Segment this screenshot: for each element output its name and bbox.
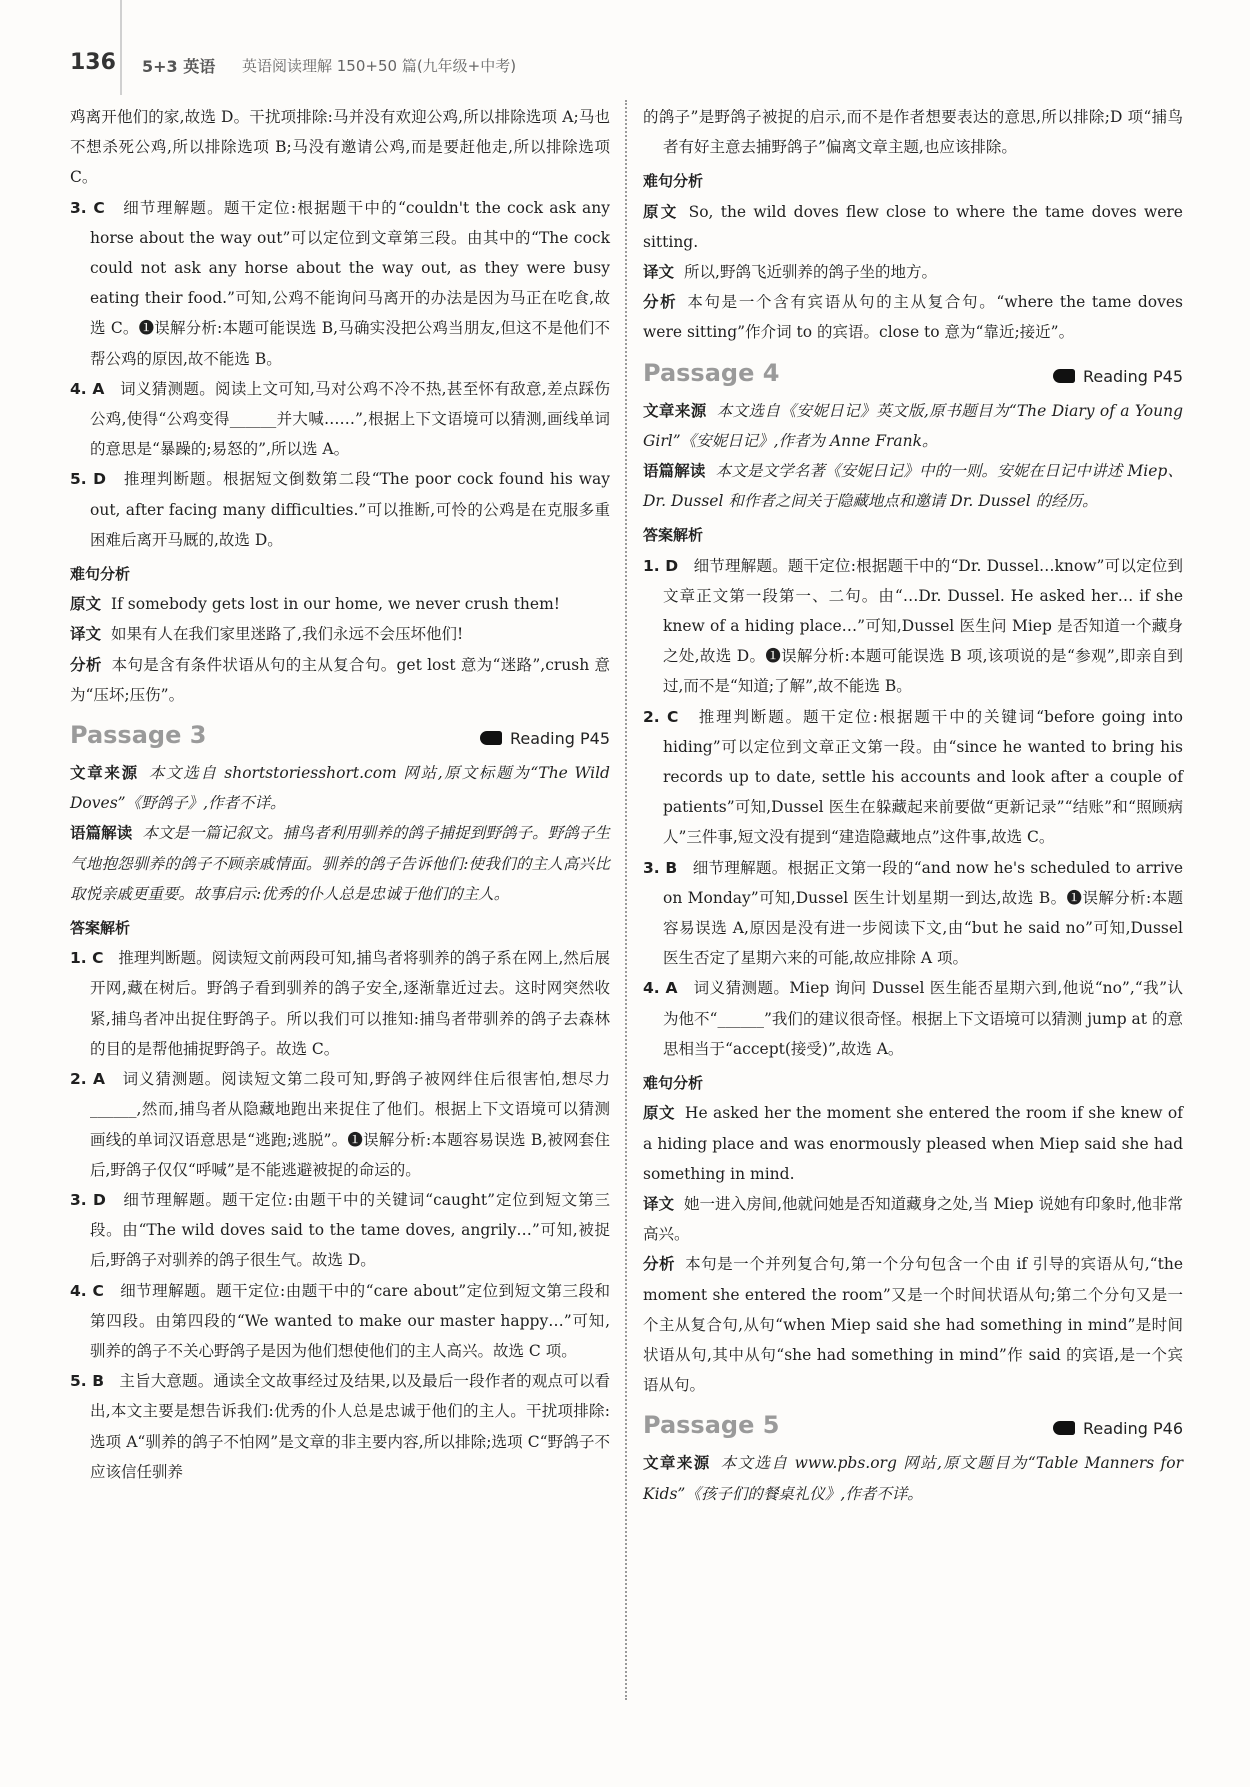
label-source: 文章来源 <box>70 764 139 783</box>
p4-answer-3 <box>643 853 1183 974</box>
answer-number: 4. C <box>70 1281 104 1300</box>
analysis <box>70 650 610 710</box>
original-sentence <box>643 1098 1183 1189</box>
brand-title: 5+3 英语 <box>142 57 216 76</box>
p4-answer-4 <box>643 973 1183 1064</box>
answer-number: 4. A <box>643 979 678 998</box>
analysis-text: 本句是含有条件状语从句的主从复合句。get lost 意为“迷路”,crush 意为“压坏;压伤”。 <box>70 655 610 704</box>
answer-number: 3. B <box>643 858 678 877</box>
label-translation: 译文 <box>70 625 102 644</box>
difficult-sentence-heading-2: 难句分析 <box>643 1074 704 1093</box>
pointing-hand-icon <box>1053 369 1075 383</box>
answer-analysis-heading: 答案解析 <box>70 919 131 938</box>
answer-number: 1. C <box>70 949 104 968</box>
page-header <box>70 50 1180 90</box>
difficult-sentence-heading: 难句分析 <box>643 172 704 191</box>
answer-text: 细节理解题。题干定位:由题干中的关键词“caught”定位到短文第三段。由“The wild doves said to the tame doves, angrily…”可知,被捉后,野鸽子对驯养的鸽子很生气。故选 D。 <box>90 1190 610 1270</box>
answer-text: 细节理解题。题干定位:由题干中的“care about”定位到短文第三段和第四段。由第四段的“We wanted to make our master happy…”可知,驯养的鸽子不关心野鸽子是因为他们想使他们的主人高兴。故选 C 项。 <box>90 1281 611 1360</box>
difficult-sentence-heading: 难句分析 <box>70 565 131 584</box>
answer-5 <box>70 464 610 555</box>
source-text: 本文选自 www.pbs.org 网站,原文题目为“Table Manners for Kids”《孩子们的餐桌礼仪》,作者不详。 <box>643 1454 1183 1503</box>
discourse-reading <box>70 818 610 909</box>
label-reading: 语篇解读 <box>70 824 133 843</box>
reading-text: 本文是一篇记叙文。捕鸟者利用驯养的鸽子捕捉到野鸽子。野鸽子生气地抱怨驯养的鸽子不顾亲戚情面。驯养的鸽子告诉他们:使我们的主人高兴比取悦亲戚更重要。故事启示:优秀的仆人总是忠诚于他们的主人。 <box>70 824 610 903</box>
answer-text: 的鸽子”是野鸽子被捉的启示,而不是作者想要表达的意思,所以排除;D 项“捕鸟者有好主意去捕野鸽子”偏离文章主题,也应该排除。 <box>643 108 1183 157</box>
label-translation: 译文 <box>643 263 675 282</box>
original-text: He asked her the moment she entered the room if she knew of a hiding place and was enormously pleased when Miep said she had something in mind. <box>643 1104 1183 1183</box>
answer-3 <box>70 193 610 374</box>
answer-text: 推理判断题。题干定位:根据题干中的关键词“before going into hiding”可以定位到文章正文第一段。由“since he wanted to bring his records up to date, settle his accounts and look after a couple of patients”可知,Dussel 医生在躲藏起来前要做“更新记录”“结账”和“照顾病人”三件事,短文没有提到“建造隐藏地点”这件事,故选 C。 <box>663 707 1183 847</box>
answer-4 <box>70 374 610 465</box>
original-sentence <box>70 589 610 619</box>
passage-title: Passage 5 <box>643 1411 780 1440</box>
passage-title: Passage 4 <box>643 358 780 387</box>
p3-answer-2 <box>70 1064 610 1185</box>
reading-reference <box>1053 1414 1183 1444</box>
label-analysis: 分析 <box>643 1255 676 1274</box>
label-original: 原文 <box>70 595 102 614</box>
p3-answer-4 <box>70 1276 610 1367</box>
source <box>70 758 610 818</box>
answer-text: 词义猜测题。Miep 询问 Dussel 医生能否星期六到,他说“no”,“我”认为他不“______”我们的建议很奇怪。根据上下文语境可以猜测 jump at 的意思相当于“accept(接受)”,故选 A。 <box>663 979 1183 1058</box>
answer-text: 推理判断题。根据短文倒数第二段“The poor cock found his way out, after facing many difficulties.”可以推断,可怜的公鸡是在克服多重困难后离开马厩的,故选 D。 <box>90 470 611 549</box>
p3-answer-5 <box>70 1366 610 1487</box>
translation <box>70 619 610 649</box>
source-text: 本文选自 shortstoriesshort.com 网站,原文标题为“The Wild Doves”《野鸽子》,作者不详。 <box>70 764 610 813</box>
answer-number: 3. D <box>70 1190 106 1209</box>
answer-text: 词义猜测题。阅读上文可知,马对公鸡不冷不热,甚至怀有敌意,差点踩伤公鸡,使得“公鸡变得______并大喊……”,根据上下文语境可以猜测,画线单词的意思是“暴躁的;易怒的”,所以选 A。 <box>90 379 610 459</box>
answer-number: 2. C <box>643 707 679 726</box>
label-analysis: 分析 <box>70 655 102 674</box>
original-sentence <box>643 197 1183 257</box>
answer-text: 细节理解题。根据正文第一段的“and now he's scheduled to arrive on Monday”可知,Dussel 医生计划星期一到达,故选 B。❶误解分析:本题容易误选 A,原因是没有进一步阅读下文,由“but he said no”可知,Dussel 医生否定了星期六来的可能,故应排除 A 项。 <box>663 858 1184 968</box>
analysis-text: 本句是一个含有宾语从句的主从复合句。“where the tame doves were sitting”作介词 to 的宾语。close to 意为“靠近;接近”。 <box>643 293 1183 342</box>
reading-text: 本文是文学名著《安妮日记》中的一则。安妮在日记中讲述 Miep、Dr. Dussel 和作者之间关于隐藏地点和邀请 Dr. Dussel 的经历。 <box>643 462 1183 511</box>
answer-number: 4. A <box>70 379 105 398</box>
answer-text: 细节理解题。题干定位:根据题干中的“couldn't the cock ask any horse about the way out”可以定位到文章第三段。由其中的“The cock could not ask any horse about the way out, as they were busy eating their food.”可知,公鸡不能询问马离开的办法是因为马正在吃食,故选 C。❶误解分析:本题可能误选 B,马确实没把公鸡当朋友,但这不是他们不帮公鸡的原因,故不能选 B。 <box>90 198 611 368</box>
translation-text: 如果有人在我们家里迷路了,我们永远不会压坏他们! <box>111 625 464 644</box>
left-column <box>70 102 610 1487</box>
answer-number: 2. A <box>70 1070 105 1089</box>
source <box>643 1448 1183 1508</box>
column-divider <box>625 100 627 1700</box>
answer-number: 5. D <box>70 470 106 489</box>
pointing-hand-icon <box>1053 1421 1075 1435</box>
label-source: 文章来源 <box>643 1454 711 1473</box>
label-source: 文章来源 <box>643 401 707 420</box>
p4-answer-1 <box>643 551 1183 702</box>
page-number: 136 <box>70 50 116 75</box>
label-original: 原文 <box>643 202 679 221</box>
reading-page: Reading P46 <box>1082 1419 1183 1439</box>
source <box>643 396 1183 456</box>
answer-text: 细节理解题。题干定位:根据题干中的“Dr. Dussel…know”可以定位到文章正文第一段第一、二句。由“…Dr. Dussel. He asked her… if she knew of a hiding place…”可知,Dussel 医生问 Miep 是否知道一个藏身之处,故选 D。❶误解分析:本题可能误选 B 项,该项说的是“参观”,即亲自到过,而不是“知道;了解”,故不能选 B。 <box>663 556 1184 696</box>
analysis <box>643 1249 1183 1400</box>
passage-title: Passage 3 <box>70 721 207 750</box>
p4-answer-2 <box>643 702 1183 853</box>
original-text: So, the wild doves flew close to where the tame doves were sitting. <box>643 202 1183 251</box>
reading-reference <box>480 724 610 754</box>
passage-5-heading <box>643 1408 1183 1448</box>
original-text: If somebody gets lost in our home, we never crush them! <box>111 595 561 614</box>
p3-answer-1 <box>70 943 610 1064</box>
reading-page: Reading P45 <box>509 729 610 749</box>
passage-4-heading <box>643 356 1183 396</box>
label-translation: 译文 <box>643 1194 675 1213</box>
analysis <box>643 287 1183 347</box>
reading-page: Reading P45 <box>1082 366 1183 386</box>
answer-number: 1. D <box>643 556 679 575</box>
translation-text: 她一进入房间,他就问她是否知道藏身之处,当 Miep 说她有印象时,他非常高兴。 <box>643 1194 1183 1244</box>
source-text: 本文选自《安妮日记》英文版,原书题目为“The Diary of a Young Girl”《安妮日记》,作者为 Anne Frank。 <box>643 401 1183 450</box>
translation <box>643 257 1183 287</box>
right-column <box>643 102 1183 1509</box>
series-title: 英语阅读理解 150+50 篇(九年级+中考) <box>242 57 517 75</box>
analysis-text: 本句是一个并列复合句,第一个分句包含一个由 if 引导的宾语从句,“the moment she entered the room”又是一个时间状语从句;第二个分句又是一个主从复合句,从句“when Miep said she had something in mind”是时间状语从句,其中从句“she had something in mind”作 said 的宾语,是一个宾语从句。 <box>643 1255 1183 1395</box>
label-reading: 语篇解读 <box>643 462 706 481</box>
answer-number: 5. B <box>70 1372 105 1391</box>
continued-analysis <box>643 102 1183 162</box>
answer-text: 词义猜测题。阅读短文第二段可知,野鸽子被网绊住后很害怕,想尽力______,然而,捕鸟者从隐藏地跑出来捉住了他们。根据上下文语境可以猜测画线的单词汉语意思是“逃跑;逃脱”。❶误解分析:本题容易误选 B,被网套住后,野鸽子仅仅“呼喊”是不能逃避被捉的命运的。 <box>90 1070 610 1179</box>
answer-number: 3. C <box>70 198 105 217</box>
answer-text: 主旨大意题。通读全文故事经过及结果,以及最后一段作者的观点可以看出,本文主要是想告诉我们:优秀的仆人总是忠诚于他们的主人。干扰项排除:选项 A“驯养的鸽子不怕网”是文章的非主要内容,所以排除;选项 C“野鸽子不应该信任驯养 <box>90 1372 611 1481</box>
translation-text: 所以,野鸽飞近驯养的鸽子坐的地方。 <box>684 263 937 282</box>
p3-answer-3 <box>70 1185 610 1276</box>
label-analysis: 分析 <box>643 293 678 312</box>
pointing-hand-icon <box>480 731 502 745</box>
translation <box>643 1189 1183 1249</box>
label-original: 原文 <box>643 1104 675 1123</box>
passage-3-heading <box>70 718 610 758</box>
reading-reference <box>1053 362 1183 392</box>
header-rule <box>120 0 122 95</box>
continued-analysis: 鸡离开他们的家,故选 D。干扰项排除:马并没有欢迎公鸡,所以排除选项 A;马也不想杀死公鸡,所以排除选项 B;马没有邀请公鸡,而是要赶他走,所以排除选项 C。 <box>70 108 610 187</box>
answer-text: 推理判断题。阅读短文前两段可知,捕鸟者将驯养的鸽子系在网上,然后展开网,藏在树后。野鸽子看到驯养的鸽子安全,逐渐靠近过去。这时网突然收紧,捕鸟者冲出捉住野鸽子。所以我们可以推知:捕鸟者带驯养的鸽子去森林的目的是帮他捕捉野鸽子。故选 C。 <box>90 949 610 1058</box>
answer-analysis-heading: 答案解析 <box>643 526 704 545</box>
discourse-reading <box>643 456 1183 516</box>
